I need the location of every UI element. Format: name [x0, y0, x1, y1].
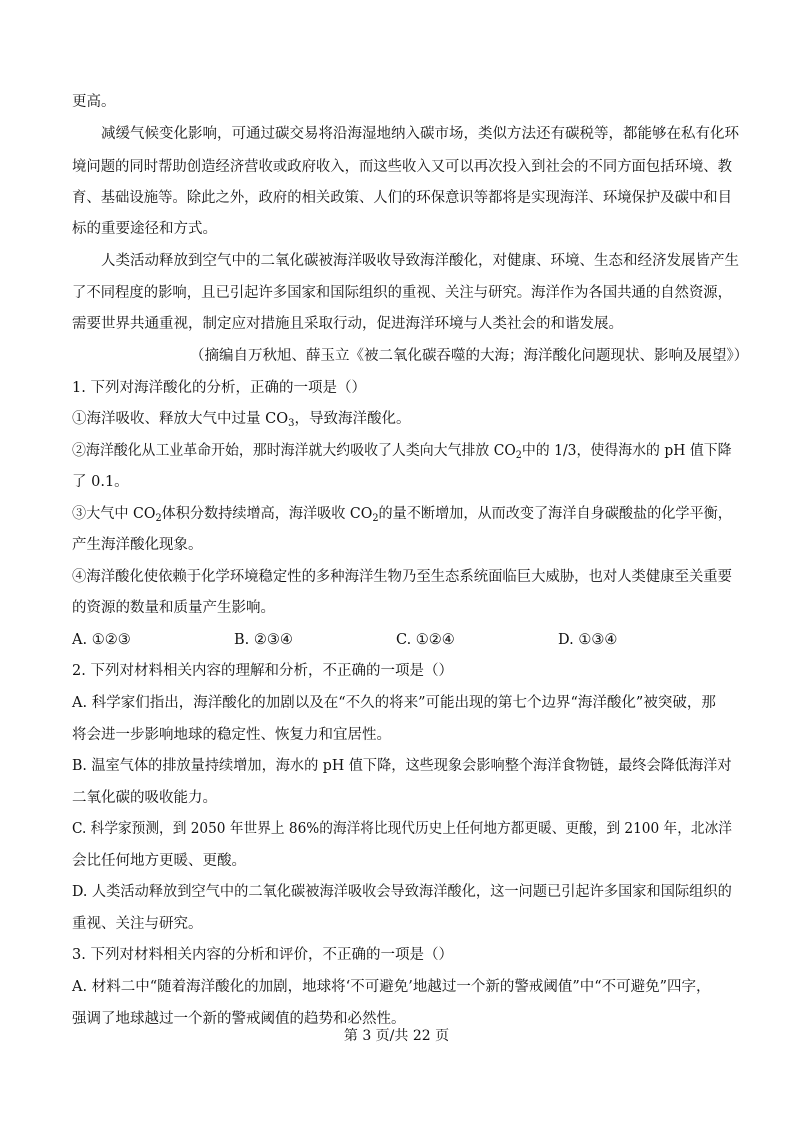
q1-statement-2 [72, 441, 732, 461]
q1-statement-4-cont: 的资源的数量和质量产生影响。 [72, 600, 275, 616]
q2-option-c[interactable]: C. 科学家预测，到 2050 年世界上 86%的海洋将比现代历史上任何地方都更暖、更酸，到 2100 年，北冰洋 [72, 821, 732, 837]
passage-paragraph-line: 减缓气候变化影响，可通过碳交易将沿海湿地纳入碳市场，类似方法还有碳税等，都能够在私有化环 [101, 126, 739, 142]
q3-option-a[interactable]: A. 材料二中“随着海洋酸化的加剧，地球将‘不可避免’地越过一个新的警戒阈值”中“不可避免”四字， [72, 979, 711, 995]
q1-option-a[interactable]: A. ①②③ [72, 632, 131, 648]
statement-text: ①海洋吸收、释放大气中过量 CO [72, 411, 289, 427]
q1-option-d[interactable]: D. ①③④ [558, 632, 618, 648]
question-2-stem: 2. 下列对材料相关内容的理解和分析，不正确的一项是（） [72, 663, 453, 679]
statement-text: 中的 1/3，使得海水的 pH 值下降 [521, 443, 732, 459]
passage-paragraph-line: 境问题的同时帮助创造经济营收或政府收入，而这些收入又可以再次投入到社会的不同方面包括环境、教 [72, 159, 732, 175]
q1-statement-1 [72, 409, 732, 429]
passage-paragraph-line: 人类活动释放到空气中的二氧化碳被海洋吸收导致海洋酸化，对健康、环境、生态和经济发展皆产生 [101, 253, 739, 269]
subscript: 2 [515, 450, 522, 461]
question-3-stem: 3. 下列对材料相关内容的分析和评价，不正确的一项是（） [72, 947, 453, 963]
q2-option-b-cont: 二氧化碳的吸收能力。 [72, 790, 217, 806]
q1-statement-3 [72, 504, 732, 524]
statement-text: ②海洋酸化从工业革命开始，那时海洋就大约吸收了人类向大气排放 CO [72, 443, 516, 459]
source-citation: （摘编自万秋旭、薛玉立《被二氧化碳吞噬的大海；海洋酸化问题现状、影响及展望》） [190, 348, 749, 364]
subscript: 3 [288, 418, 295, 429]
q1-option-c[interactable]: C. ①②④ [396, 632, 455, 648]
question-1-stem: 1. 下列对海洋酸化的分析，正确的一项是（） [72, 380, 366, 396]
statement-text: ，导致海洋酸化。 [294, 411, 411, 427]
q2-option-d-cont: 重视、关注与研究。 [72, 916, 203, 932]
passage-paragraph-line: 了不同程度的影响，且已引起许多国家和国际组织的重视、关注与研究。海洋作为各国共通的自然资源， [72, 285, 732, 301]
q3-option-a-cont: 强调了地球越过一个新的警戒阈值的趋势和必然性。 [72, 1011, 406, 1027]
subscript: 2 [155, 513, 162, 524]
q1-statement-4: ④海洋酸化使依赖于化学环境稳定性的多种海洋生物乃至生态系统面临巨大威胁，也对人类健康至关重要 [72, 569, 732, 585]
passage-line: 更高。 [72, 94, 116, 110]
statement-text: 的量不断增加，从而改变了海洋自身碳酸盐的化学平衡， [378, 506, 732, 522]
q1-statement-3-cont: 产生海洋酸化现象。 [72, 537, 203, 553]
statement-text: 体积分数持续增高，海洋吸收 CO [161, 506, 373, 522]
statement-text: ③大气中 CO [72, 506, 156, 522]
page-number-footer: 第 3 页/共 22 页 [343, 1028, 450, 1044]
q1-statement-2-cont: 了 0.1。 [72, 474, 129, 490]
q1-option-b[interactable]: B. ②③④ [234, 632, 293, 648]
passage-paragraph-line: 标的重要途径和方式。 [72, 221, 217, 237]
q2-option-b[interactable]: B. 温室气体的排放量持续增加，海水的 pH 值下降，这些现象会影响整个海洋食物链，最终会降低海洋对 [72, 758, 732, 774]
q2-option-d[interactable]: D. 人类活动释放到空气中的二氧化碳被海洋吸收会导致海洋酸化，这一问题已引起许多国家和国际组织的 [72, 884, 732, 900]
q2-option-a[interactable]: A. 科学家们指出，海洋酸化的加剧以及在“不久的将来”可能出现的第七个边界“海洋酸化”被突破，那 [72, 695, 716, 711]
q2-option-a-cont: 将会进一步影响地球的稳定性、恢复力和宜居性。 [72, 727, 391, 743]
passage-paragraph-line: 需要世界共通重视，制定应对措施且采取行动，促进海洋环境与人类社会的和谐发展。 [72, 316, 623, 332]
subscript: 2 [372, 513, 379, 524]
passage-paragraph-line: 育、基础设施等。除此之外，政府的相关政策、人们的环保意识等都将是实现海洋、环境保护及碳中和目 [72, 190, 732, 206]
q2-option-c-cont: 会比任何地方更暖、更酸。 [72, 853, 246, 869]
